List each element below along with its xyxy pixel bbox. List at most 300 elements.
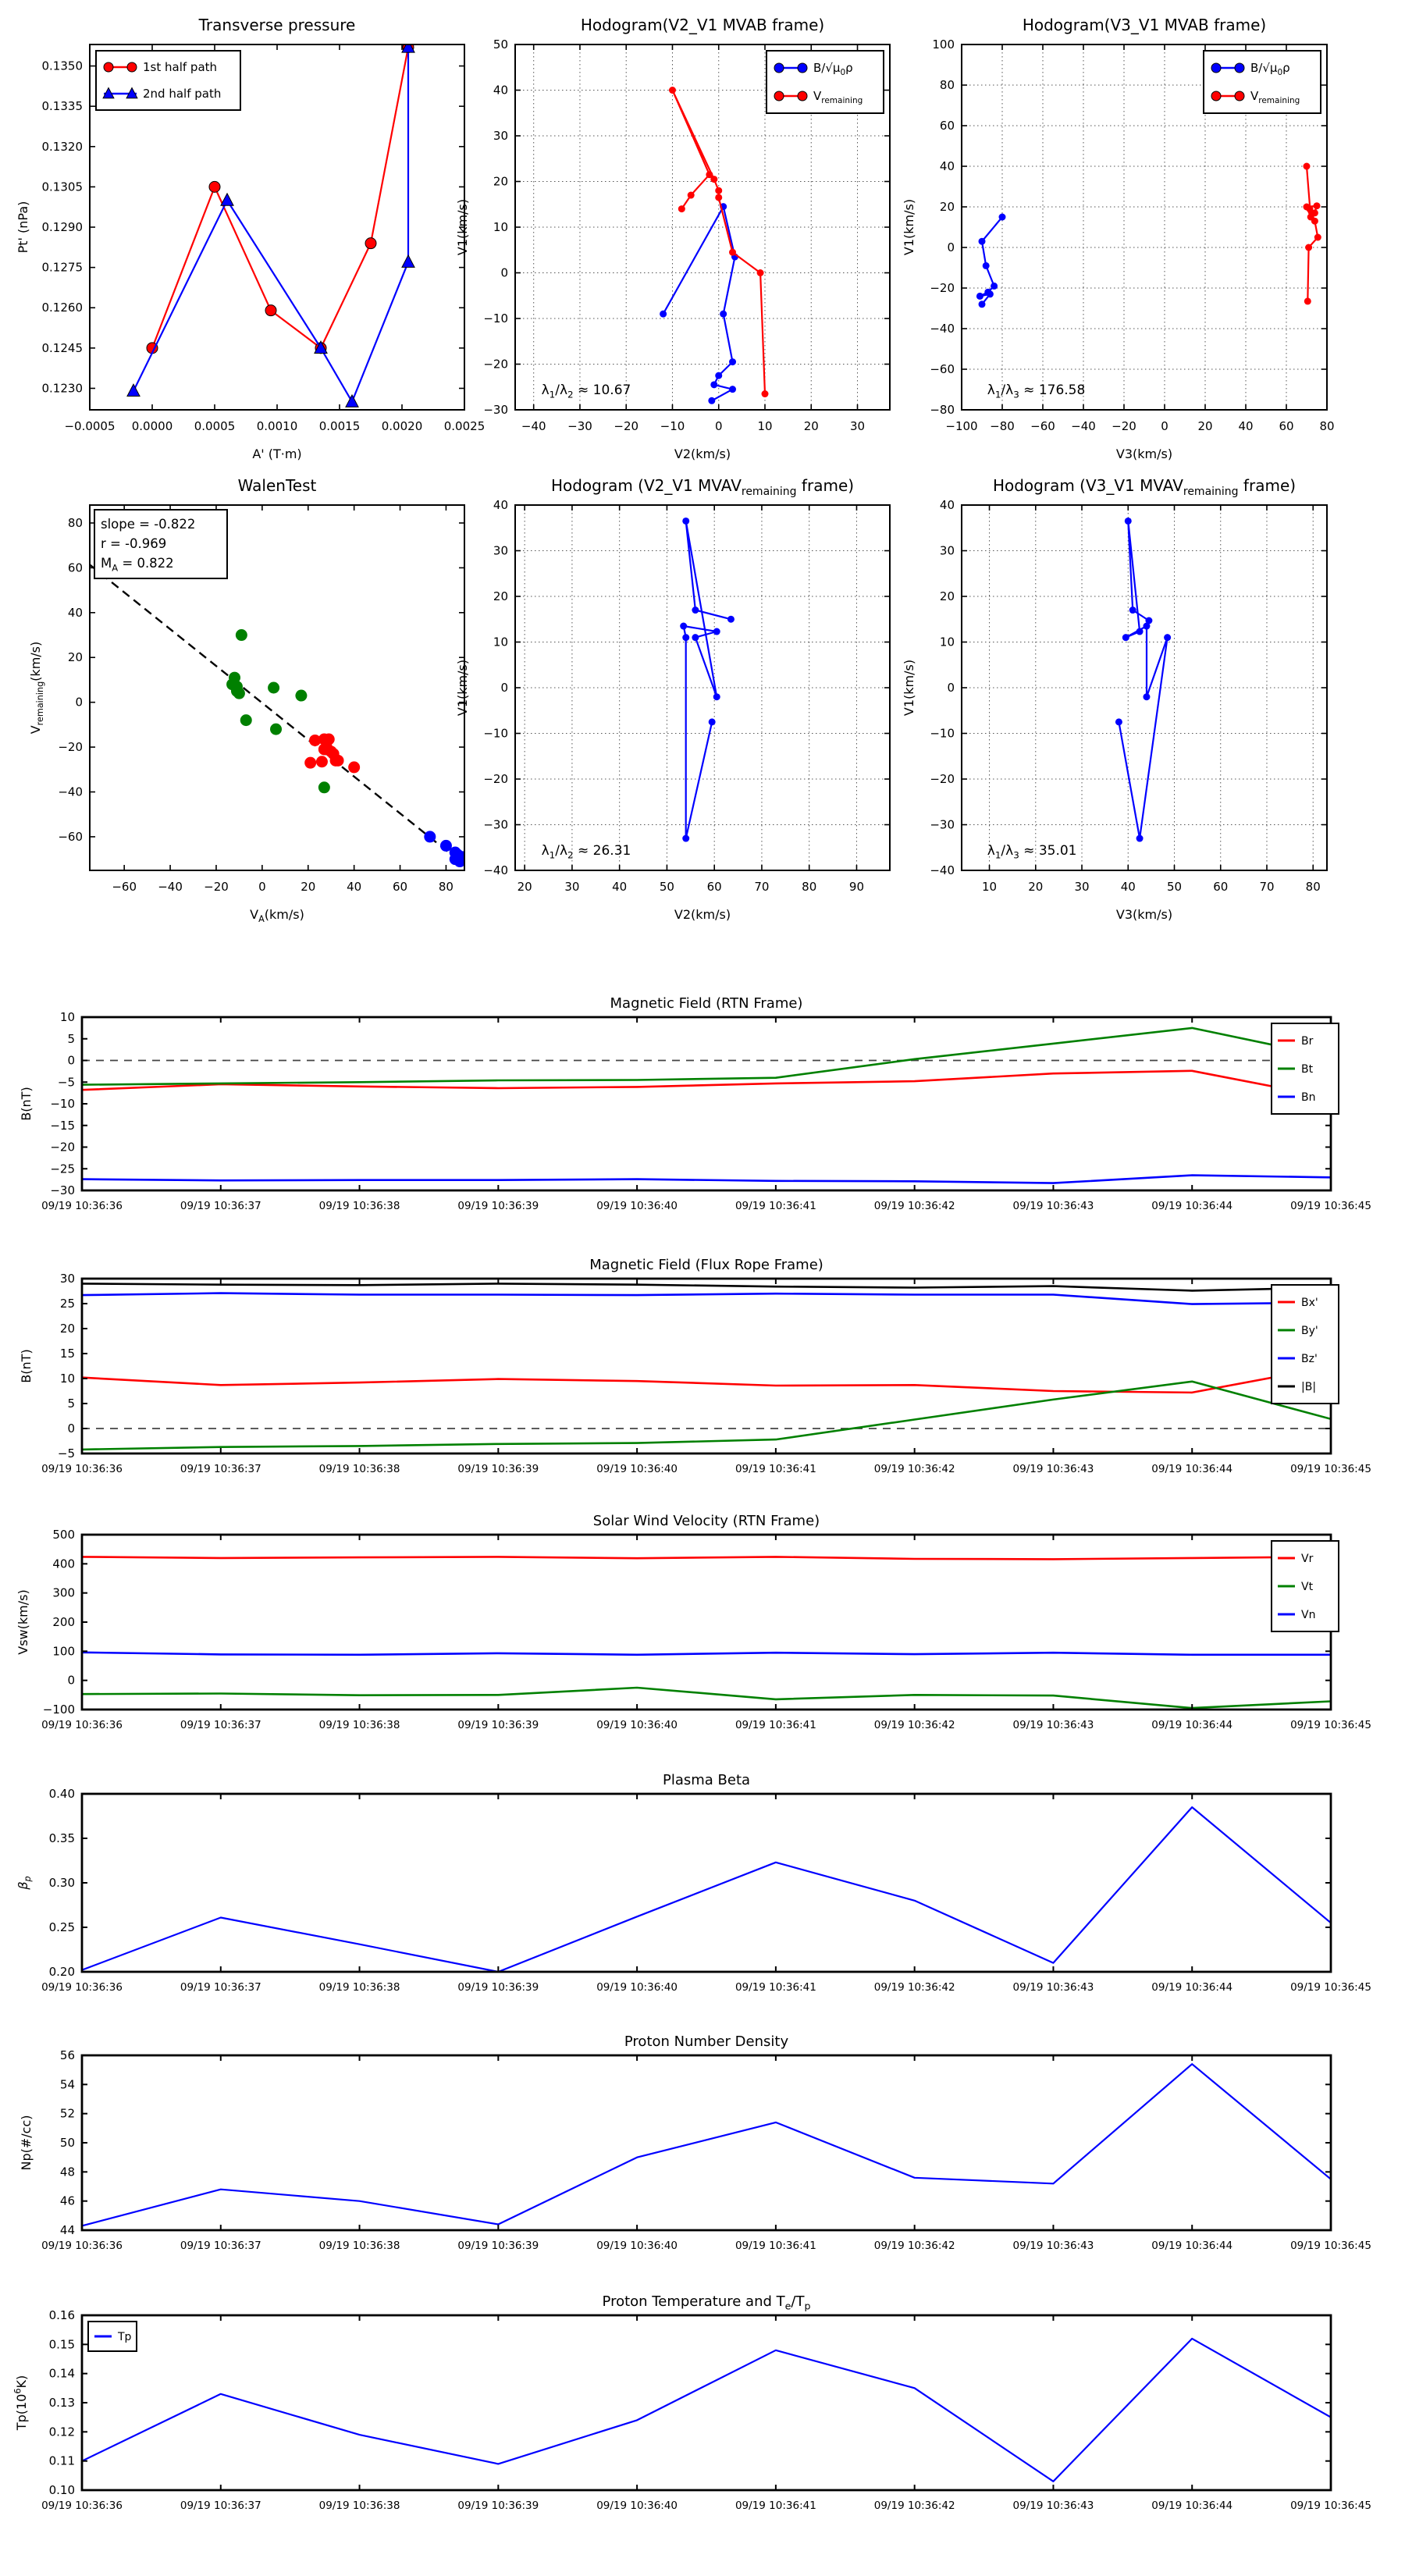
axes-border [82,1017,1331,1190]
x-tick-label: 09/19 10:36:41 [735,1463,816,1475]
circle-marker [1211,91,1221,101]
x-tick-label: −20 [614,419,639,433]
y-tick-label: 5 [67,1397,75,1411]
x-tick-label: −60 [112,880,137,894]
y-tick-label: 5 [67,1031,75,1046]
y-tick-label: 40 [67,605,83,620]
y-tick-label: 0.1230 [41,381,83,396]
x-tick-label: 09/19 10:36:43 [1012,2240,1094,2252]
x-tick-label: 09/19 10:36:42 [873,1981,955,1994]
y-tick-label: 50 [59,2136,75,2150]
circle-marker [682,634,689,641]
y-tick-label: 0.40 [48,1787,75,1801]
x-tick-label: 09/19 10:36:39 [457,2500,539,2512]
x-tick-label: 09/19 10:36:39 [457,1719,539,1731]
y-tick-label: 10 [493,635,508,649]
legend [1272,1023,1339,1114]
circle-marker [1129,607,1136,614]
chart-title: Hodogram(V2_V1 MVAB frame) [580,16,825,34]
y-tick-label: 0.1350 [41,59,83,73]
y-tick-label: 54 [59,2077,75,2092]
circle-marker [1143,623,1150,630]
y-axis-label: Vsw(km/s) [16,1589,30,1655]
x-tick-label: −100 [945,419,978,433]
y-tick-label: 0 [75,695,83,710]
y-tick-label: −5 [57,1446,75,1461]
circle-marker [1314,234,1321,241]
x-tick-label: 09/19 10:36:43 [1012,2500,1094,2512]
x-tick-label: 70 [754,880,770,894]
circle-marker [209,181,220,192]
circle-marker [720,311,727,318]
y-axis-label: V1(km/s) [902,659,916,717]
x-axis-label: V3(km/s) [1115,447,1173,461]
axes-border [82,2055,1331,2230]
legend [1272,1541,1339,1631]
y-tick-label: 0 [67,1673,75,1688]
circle-marker [127,62,137,72]
y-tick-label: 60 [939,119,955,133]
y-tick-label: 80 [67,515,83,530]
y-tick-label: −20 [930,772,955,786]
chart-beta [16,1772,1371,1994]
x-tick-label: 80 [438,880,454,894]
scatter-point [295,690,307,702]
y-tick-label: 25 [59,1297,75,1311]
axes-border [82,1794,1331,1972]
chart-title: Plasma Beta [662,1772,751,1788]
y-tick-label: 44 [59,2223,75,2237]
x-tick-label: 09/19 10:36:41 [735,1719,816,1731]
circle-marker [991,283,998,290]
series-V-remaining [1119,521,1167,839]
y-axis-label: B(nT) [19,1349,34,1383]
x-tick-label: 09/19 10:36:38 [318,2500,400,2512]
x-tick-label: 0 [1161,419,1168,433]
circle-marker [729,358,736,365]
x-tick-label: 09/19 10:36:36 [41,2240,123,2252]
circle-marker [680,623,687,630]
legend-label: Vn [1301,1609,1316,1621]
x-axis-label: V2(km/s) [674,447,731,461]
y-tick-label: −10 [483,726,508,741]
y-tick-label: 0 [500,681,508,695]
chart-hod_v2_mvav [455,476,890,922]
series-Bz- [82,1293,1331,1304]
y-tick-label: −40 [483,863,508,877]
series-walen-fit [90,564,464,865]
legend-label: 2nd half path [143,87,222,101]
series-Vr [82,1557,1331,1559]
circle-marker [798,91,807,101]
series-layer [82,1807,1331,1972]
y-tick-label: 10 [939,635,955,649]
legend-label: $B/√\mu_0\rho$ [1250,61,1290,77]
legend-label: $V_{remaining}$ [1250,89,1300,105]
chart-hod_v3_mvab [902,16,1335,461]
x-tick-label: 09/19 10:36:38 [318,1463,400,1475]
x-tick-label: −60 [1030,419,1055,433]
y-tick-label: 0 [947,240,955,254]
chart-hod_v2_mvab [455,16,890,461]
x-tick-label: −30 [567,419,592,433]
legend [88,2322,137,2351]
legend [1204,51,1321,113]
legend [767,51,884,113]
x-axis-label: V3(km/s) [1115,907,1173,922]
y-tick-label: 100 [52,1644,75,1659]
circle-marker [1136,835,1144,842]
y-tick-label: −10 [483,311,508,326]
x-tick-label: 09/19 10:36:40 [596,1981,678,1994]
triangle-marker [402,255,414,267]
axes-border [82,1279,1331,1453]
grid [515,505,890,870]
y-tick-label: 0.30 [48,1876,75,1890]
info-line: $M_A = 0.822$ [101,556,174,574]
y-tick-label: 30 [493,129,508,143]
y-tick-label: 15 [59,1347,75,1361]
scatter-point [316,756,328,767]
chart-tp [12,2293,1371,2512]
circle-marker [715,372,722,379]
y-tick-label: 10 [59,1372,75,1386]
axes-border [82,2315,1331,2490]
x-tick-label: 20 [517,880,532,894]
circle-marker [682,518,689,525]
y-tick-label: 10 [59,1010,75,1024]
x-tick-label: 09/19 10:36:39 [457,2240,539,2252]
y-tick-label: 52 [59,2106,75,2121]
grid [962,505,1327,870]
chart-title: Hodogram(V3_V1 MVAB frame) [1022,16,1267,34]
y-tick-label: 0.14 [48,2366,75,2381]
circle-marker [708,397,715,404]
y-axis-label: B(nT) [19,1087,34,1121]
y-tick-label: 500 [52,1528,75,1542]
x-tick-label: 09/19 10:36:43 [1012,1200,1094,1212]
legend [96,51,240,110]
x-tick-label: 09/19 10:36:45 [1290,1463,1371,1475]
y-axis-label: V1(km/s) [902,198,916,256]
circle-marker [729,249,736,256]
scatter-point [240,714,252,726]
chart-title: Magnetic Field (RTN Frame) [610,995,803,1012]
x-tick-label: 0.0020 [381,419,423,433]
legend [1272,1285,1339,1404]
y-axis-label: $\beta_p$ [16,1876,34,1890]
x-tick-label: 09/19 10:36:38 [318,1200,400,1212]
scatter-point [236,629,247,641]
legend-label: Tp [118,2331,132,2343]
circle-marker [682,835,689,842]
circle-marker [1311,218,1318,225]
circle-marker [979,238,986,245]
chart-title: Proton Number Density [624,2033,789,2050]
y-tick-label: 0.1275 [41,260,83,275]
x-tick-label: 09/19 10:36:45 [1290,1719,1371,1731]
x-tick-label: −10 [660,419,685,433]
chart-title: Transverse pressure [198,16,356,34]
series-layer [82,2339,1331,2482]
circle-marker [1143,693,1150,700]
circle-marker [999,214,1006,221]
series-layer [82,1283,1331,1450]
x-tick-label: 09/19 10:36:38 [318,1981,400,1994]
scatter-point [233,688,245,699]
y-tick-label: −20 [50,1140,75,1155]
ticks [41,1010,1371,1212]
y-tick-label: 60 [67,560,83,575]
y-tick-label: 20 [493,174,508,189]
circle-marker [727,616,735,623]
ticks [41,2048,1371,2252]
x-tick-label: 70 [1259,880,1275,894]
y-tick-label: 0.10 [48,2483,75,2497]
x-tick-label: 20 [803,419,819,433]
legend-label: Vr [1301,1553,1314,1565]
legend-label: Bz' [1301,1353,1318,1365]
fit-info-box [94,510,227,578]
series-Vt [82,1688,1331,1708]
legend-label: Bn [1301,1091,1316,1104]
legend-label: Bt [1301,1063,1314,1076]
x-tick-label: 09/19 10:36:44 [1151,2240,1233,2252]
x-tick-label: 09/19 10:36:40 [596,2500,678,2512]
circle-marker [774,91,784,101]
x-tick-label: 60 [706,880,722,894]
x-tick-label: 20 [1197,419,1213,433]
x-tick-label: 40 [1120,880,1136,894]
legend-label: Vt [1301,1581,1314,1593]
chart-b_fr [19,1257,1371,1475]
y-tick-label: 46 [59,2194,75,2208]
y-tick-label: −10 [930,726,955,741]
y-tick-label: 0.1305 [41,180,83,194]
series-layer [82,1028,1331,1183]
x-tick-label: 09/19 10:36:38 [318,2240,400,2252]
x-tick-label: −0.0005 [64,419,116,433]
x-tick-label: 09/19 10:36:45 [1290,1981,1371,1994]
circle-marker [979,301,986,308]
circle-marker [1235,63,1244,73]
y-axis-label: $V_{remaining}(km/s)$ [28,641,46,735]
x-tick-label: 90 [848,880,865,894]
circle-marker [713,693,720,700]
series-layer [660,87,768,404]
x-tick-label: 50 [659,880,674,894]
series-Vn [82,1653,1331,1655]
x-tick-label: 09/19 10:36:42 [873,1719,955,1731]
y-tick-label: 30 [59,1272,75,1286]
circle-marker [692,607,699,614]
x-tick-label: 60 [392,880,408,894]
circle-marker [1164,634,1171,641]
y-tick-label: 0.1335 [41,99,83,114]
chart-title: Magnetic Field (Flux Rope Frame) [589,1257,823,1273]
y-tick-label: −80 [930,403,955,417]
circle-marker [1305,244,1312,251]
y-tick-label: 300 [52,1585,75,1600]
x-tick-label: 09/19 10:36:42 [873,2500,955,2512]
x-tick-label: −40 [1071,419,1096,433]
x-tick-label: 09/19 10:36:39 [457,1981,539,1994]
series-layer [90,564,464,865]
y-tick-label: 0.1245 [41,340,83,355]
y-tick-label: 0.12 [48,2425,75,2439]
x-tick-label: 09/19 10:36:44 [1151,1719,1233,1731]
y-tick-label: 0.35 [48,1831,75,1845]
y-axis-label: Pt' (nPa) [16,201,30,254]
circle-marker [1306,205,1313,212]
circle-marker [104,62,113,72]
scatter-point [270,724,282,735]
y-tick-label: −40 [58,785,83,799]
scatter-point [424,831,436,842]
triangle-marker [346,395,358,407]
x-tick-label: −20 [204,880,229,894]
x-tick-label: 40 [612,880,628,894]
x-tick-label: 09/19 10:36:36 [41,1981,123,1994]
x-tick-label: 0 [258,880,266,894]
axes-border [82,1535,1331,1710]
circle-marker [660,311,667,318]
scatter-first-half [226,629,330,793]
chart-np [19,2033,1371,2252]
y-tick-label: 30 [939,543,955,558]
y-tick-label: −60 [58,829,83,844]
x-tick-label: 80 [1319,419,1335,433]
chart-title: Hodogram (V2_V1 $MVAV_{remaining}$ frame) [550,476,855,499]
lambda-ratio-annotation: $\lambda_1/\lambda_3 \approx 176.58$ [987,382,1086,400]
y-tick-label: −20 [58,740,83,755]
circle-marker [1211,63,1221,73]
x-tick-label: 60 [1213,880,1229,894]
circle-marker [1235,91,1244,101]
chart-pressure [16,16,485,461]
series-layer [1115,518,1171,842]
lambda-ratio-annotation: $\lambda_1/\lambda_3 \approx 35.01$ [987,843,1077,861]
x-tick-label: 30 [849,419,866,433]
y-tick-label: 0.1320 [41,139,83,154]
series-Br [82,1071,1331,1098]
circle-marker [983,262,990,269]
y-tick-label: −20 [930,281,955,295]
y-tick-label: 0 [500,265,508,280]
circle-marker [757,269,764,276]
x-tick-label: 09/19 10:36:45 [1290,2240,1371,2252]
y-tick-label: −30 [483,403,508,417]
x-tick-label: 40 [347,880,362,894]
scatter-point [304,757,316,769]
circle-marker [1304,163,1311,170]
y-tick-label: 20 [939,589,955,603]
x-tick-label: 09/19 10:36:40 [596,1200,678,1212]
legend-label: |B| [1301,1381,1317,1393]
x-tick-label: 09/19 10:36:36 [41,1200,123,1212]
series-Tp [82,2339,1331,2482]
x-tick-label: 09/19 10:36:37 [180,1463,261,1475]
y-tick-label: 50 [493,37,508,52]
y-tick-label: −30 [50,1183,75,1197]
circle-marker [1304,297,1311,304]
circle-marker [762,390,769,397]
circle-marker [715,187,722,194]
scatter-point [348,761,360,773]
y-tick-label: 0.1260 [41,301,83,315]
y-axis-label: $Tp(10^6K)$ [12,2375,29,2431]
series-layer [680,518,735,842]
y-tick-label: 0.13 [48,2396,75,2410]
y-axis-label: V1(km/s) [455,198,470,256]
circle-marker [678,205,685,212]
y-tick-label: −40 [930,322,955,336]
circle-marker [692,634,699,641]
y-tick-label: 20 [67,650,83,665]
x-tick-label: 09/19 10:36:44 [1151,1981,1233,1994]
x-tick-label: 30 [1074,880,1090,894]
x-tick-label: 80 [1305,880,1321,894]
y-axis-label: Np(#/cc) [19,2115,34,2171]
legend-label: By' [1301,1325,1318,1337]
x-axis-label: V2(km/s) [674,907,731,922]
circle-marker [709,718,716,725]
circle-marker [1136,628,1144,635]
y-tick-label: −25 [50,1162,75,1176]
circle-marker [987,290,994,297]
x-tick-label: 10 [981,880,998,894]
x-tick-label: 09/19 10:36:42 [873,2240,955,2252]
y-tick-label: 0.11 [48,2453,75,2468]
y-tick-label: 56 [59,2048,75,2062]
y-tick-label: −60 [930,362,955,376]
x-tick-label: 09/19 10:36:36 [41,1463,123,1475]
x-tick-label: 09/19 10:36:37 [180,1719,261,1731]
y-tick-label: 40 [939,498,955,512]
circle-marker [669,87,676,94]
x-tick-label: 09/19 10:36:43 [1012,1719,1094,1731]
x-tick-label: 09/19 10:36:43 [1012,1981,1094,1994]
scatter-point [333,755,344,767]
chart-title: WalenTest [237,476,317,495]
chart-walen [28,476,468,924]
circle-marker [1125,518,1132,525]
x-tick-label: 09/19 10:36:44 [1151,1463,1233,1475]
y-tick-label: −30 [930,817,955,832]
lambda-ratio-annotation: $\lambda_1/\lambda_2 \approx 10.67$ [541,382,631,400]
y-tick-label: −40 [930,863,955,877]
info-line: slope = -0.822 [101,517,196,532]
circle-marker [265,305,276,316]
x-tick-label: 80 [802,880,817,894]
x-tick-label: 09/19 10:36:44 [1151,2500,1233,2512]
x-tick-label: 09/19 10:36:39 [457,1463,539,1475]
chart-vsw [16,1513,1371,1731]
x-tick-label: 09/19 10:36:45 [1290,2500,1371,2512]
circle-marker [713,628,720,635]
x-tick-label: −80 [990,419,1015,433]
circle-marker [729,386,736,393]
y-tick-label: −20 [483,357,508,372]
y-tick-label: 0.20 [48,1965,75,1979]
y-tick-label: 100 [932,37,955,52]
x-tick-label: 0.0025 [443,419,486,433]
series-V-remaining [1307,166,1318,301]
x-tick-label: 09/19 10:36:40 [596,1719,678,1731]
y-tick-label: 0.15 [48,2337,75,2352]
info-line: r = -0.969 [101,536,167,551]
x-tick-label: 09/19 10:36:45 [1290,1200,1371,1212]
